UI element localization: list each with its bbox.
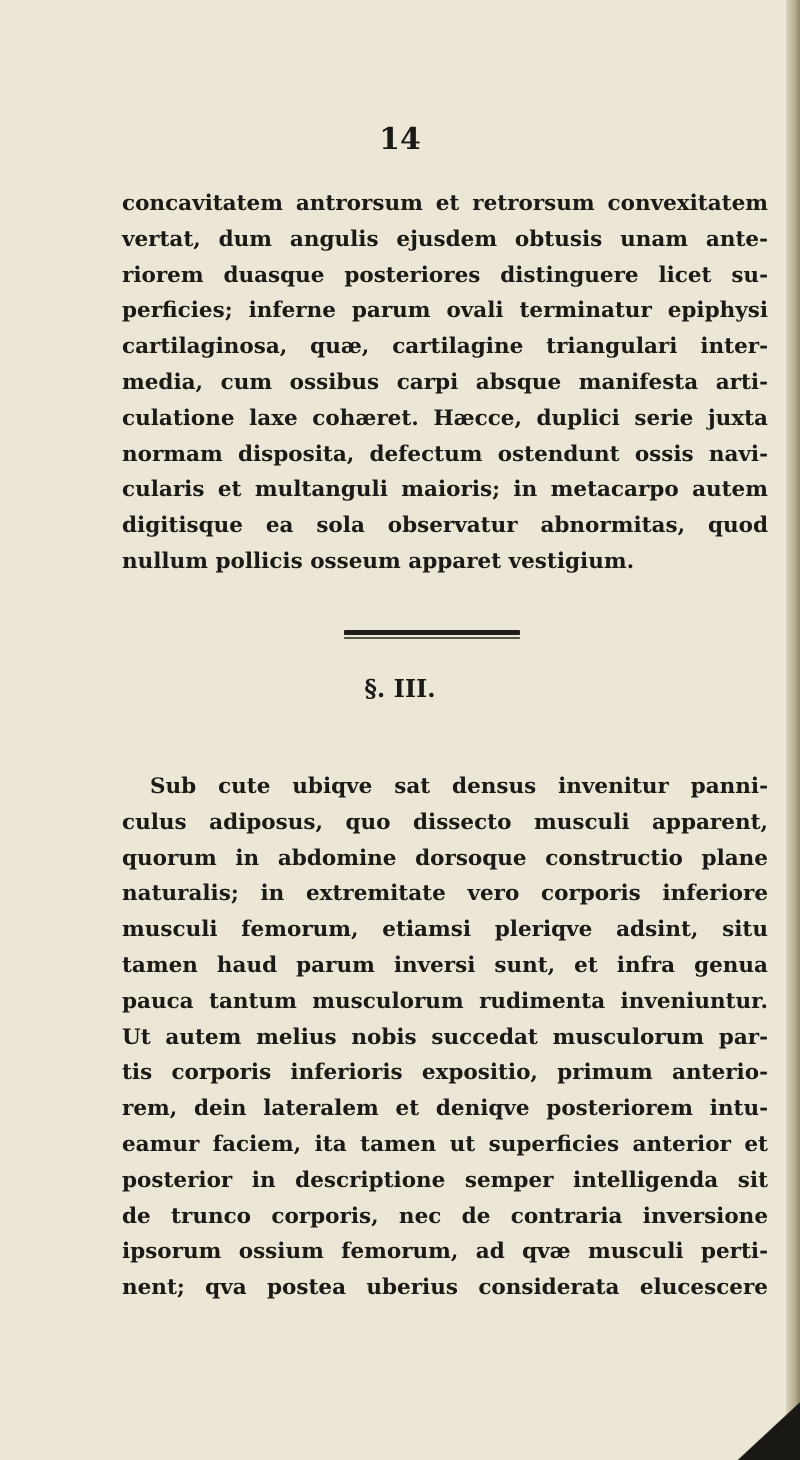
page-number: 14 <box>379 122 421 157</box>
text-line: tis corporis inferioris expositio, primum anterio- <box>122 1060 768 1086</box>
text-line: normam disposita, defectum ostendunt ossis navi- <box>122 441 768 467</box>
paragraph-1 <box>122 186 768 580</box>
text-line: rem, dein lateralem et deniqve posteriorem intu- <box>122 1096 768 1122</box>
page-edge <box>786 0 800 1460</box>
text-line: culatione laxe cohæret. Hæcce, duplici serie juxta <box>122 405 768 431</box>
text-line: naturalis; in extremitate vero corporis inferiore <box>122 881 768 907</box>
text-line: culus adiposus, quo dissecto musculi apparent, <box>122 809 768 835</box>
text-line: digitisque ea sola observatur abnormitas, quod <box>122 513 768 539</box>
text-line: cularis et multanguli maioris; in metacarpo autem <box>122 477 768 503</box>
section-heading: §. III. <box>364 674 436 703</box>
text-line: media, cum ossibus carpi absque manifesta arti- <box>122 369 768 395</box>
text-line: pauca tantum musculorum rudimenta inveniuntur. <box>122 988 768 1014</box>
text-line: perficies; inferne parum ovali terminatur epiphysi <box>122 298 768 324</box>
text-line: vertat, dum angulis ejusdem obtusis unam ante- <box>122 226 768 252</box>
text-line: musculi femorum, etiamsi pleriqve adsint, situ <box>122 917 768 943</box>
text-line: Sub cute ubiqve sat densus invenitur panni- <box>150 774 768 799</box>
text-line: nent; qva postea uberius considerata elucescere <box>122 1275 768 1301</box>
text-line: Ut autem melius nobis succedat musculorum par- <box>122 1024 768 1050</box>
text-line: concavitatem antrorsum et retrorsum convexitatem <box>122 191 768 216</box>
section-divider-thin <box>344 637 520 639</box>
text-line: posterior in descriptione semper intelligenda sit <box>122 1167 768 1193</box>
text-line: quorum in abdomine dorsoque constructio plane <box>122 845 768 871</box>
text-line: nullum pollicis osseum apparet vestigium. <box>122 548 635 574</box>
text-line: tamen haud parum inversi sunt, et infra genua <box>122 952 768 978</box>
text-line: de trunco corporis, nec de contraria inversione <box>122 1203 768 1229</box>
text-line: eamur faciem, ita tamen ut superficies anterior et <box>122 1131 768 1157</box>
paragraph-2 <box>122 769 768 1306</box>
text-line: ipsorum ossium femorum, ad qvæ musculi perti- <box>122 1239 768 1265</box>
section-divider <box>344 630 520 635</box>
text-line: riorem duasque posteriores distinguere licet su- <box>122 262 768 288</box>
text-line: cartilaginosa, quæ, cartilagine triangulari inter- <box>122 334 768 360</box>
page-corner-shadow <box>730 1395 800 1460</box>
